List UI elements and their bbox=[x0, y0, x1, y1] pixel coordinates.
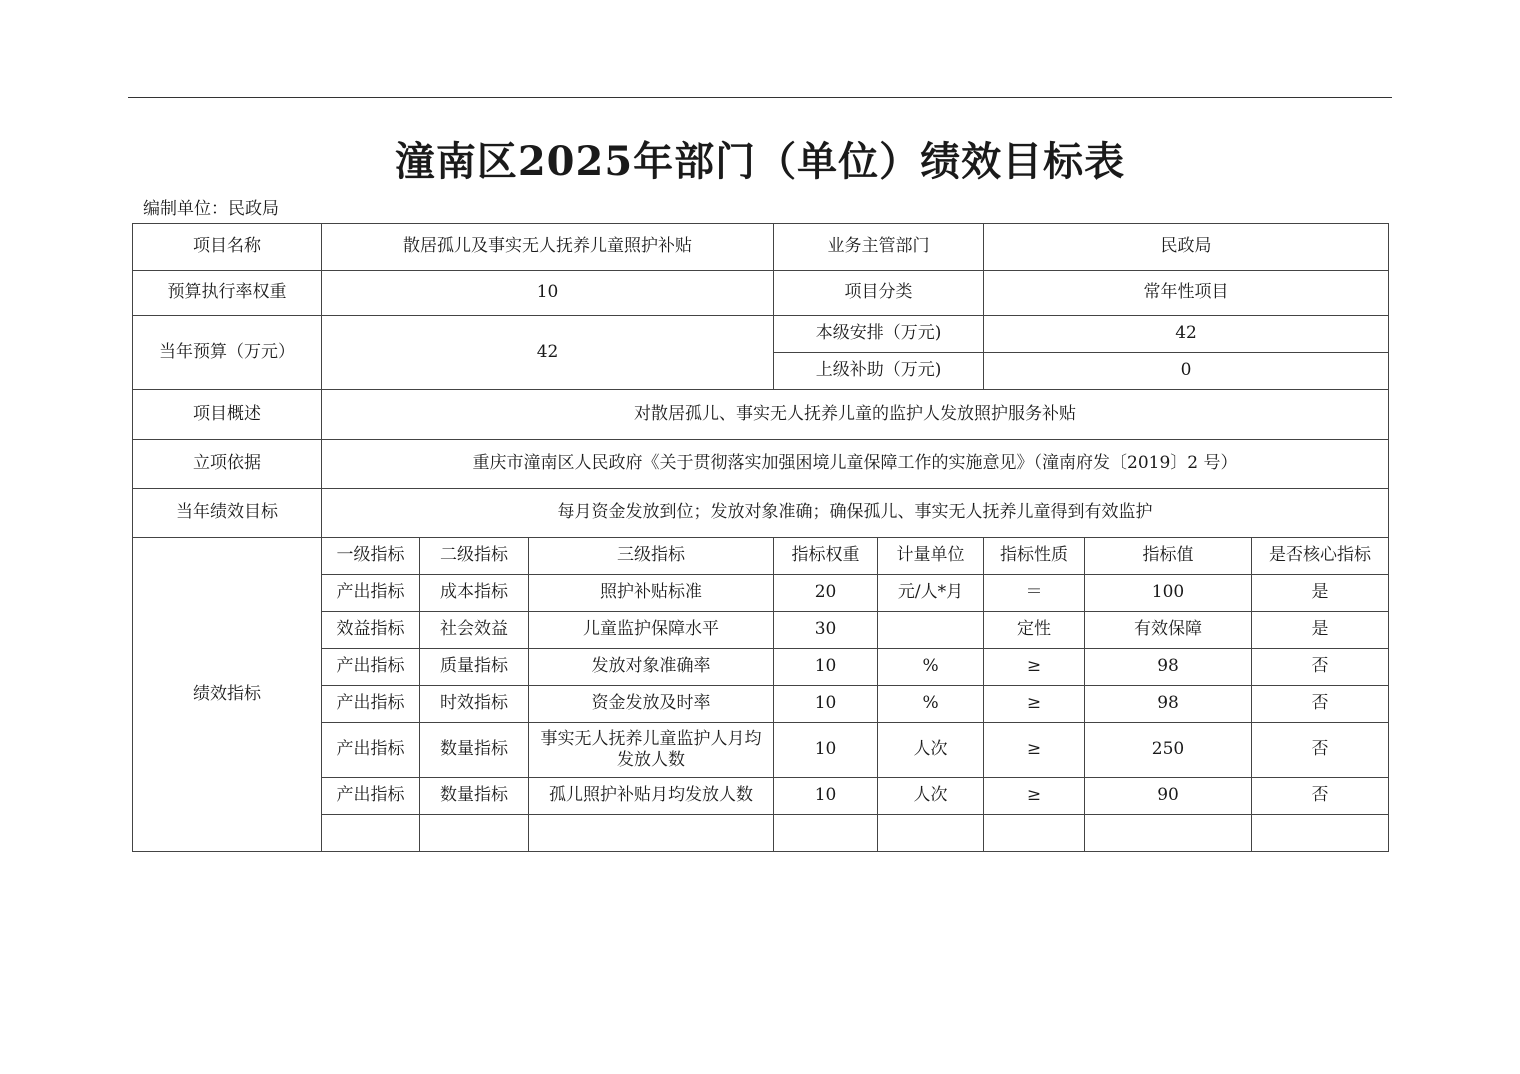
level3-cell: 资金发放及时率 bbox=[529, 686, 774, 723]
weight-cell: 10 bbox=[774, 686, 878, 723]
core-cell: 否 bbox=[1252, 778, 1389, 815]
core-cell: 否 bbox=[1252, 723, 1389, 778]
weight-cell: 10 bbox=[774, 723, 878, 778]
row-weight bbox=[133, 271, 1389, 316]
level1-cell: 产出指标 bbox=[322, 575, 420, 612]
row-basis bbox=[133, 440, 1389, 489]
level3-cell: 发放对象准确率 bbox=[529, 649, 774, 686]
budget-value: 42 bbox=[322, 316, 774, 390]
row-project-name bbox=[133, 224, 1389, 271]
basis-label: 立项依据 bbox=[133, 440, 322, 489]
unit-cell: 人次 bbox=[878, 723, 984, 778]
basis-value: 重庆市潼南区人民政府《关于贯彻落实加强困境儿童保障工作的实施意见》（潼南府发〔2019〕2 号） bbox=[322, 440, 1389, 489]
level3-cell: 孤儿照护补贴月均发放人数 bbox=[529, 778, 774, 815]
level3-cell: 儿童监护保障水平 bbox=[529, 612, 774, 649]
table-row bbox=[133, 575, 1389, 612]
unit-cell: 元/人*月 bbox=[878, 575, 984, 612]
weight-cell: 20 bbox=[774, 575, 878, 612]
value-cell: 100 bbox=[1085, 575, 1252, 612]
unit-cell: 人次 bbox=[878, 778, 984, 815]
weight-label: 预算执行率权重 bbox=[133, 271, 322, 316]
weight-cell: 10 bbox=[774, 778, 878, 815]
level1-cell: 产出指标 bbox=[322, 778, 420, 815]
header-unit: 计量单位 bbox=[878, 538, 984, 575]
category-value: 常年性项目 bbox=[984, 271, 1389, 316]
header-nature: 指标性质 bbox=[984, 538, 1085, 575]
value-cell: 250 bbox=[1085, 723, 1252, 778]
top-rule bbox=[128, 97, 1392, 98]
level3-cell: 照护补贴标准 bbox=[529, 575, 774, 612]
unit-cell: % bbox=[878, 649, 984, 686]
level2-cell: 数量指标 bbox=[420, 723, 529, 778]
level3-cell bbox=[529, 815, 774, 852]
core-cell: 否 bbox=[1252, 649, 1389, 686]
header-level1: 一级指标 bbox=[322, 538, 420, 575]
core-cell bbox=[1252, 815, 1389, 852]
header-core: 是否核心指标 bbox=[1252, 538, 1389, 575]
level1-cell bbox=[322, 815, 420, 852]
level2-cell: 数量指标 bbox=[420, 778, 529, 815]
level2-cell bbox=[420, 815, 529, 852]
level1-cell: 效益指标 bbox=[322, 612, 420, 649]
row-overview bbox=[133, 390, 1389, 440]
unit-cell bbox=[878, 612, 984, 649]
header-level3: 三级指标 bbox=[529, 538, 774, 575]
level1-cell: 产出指标 bbox=[322, 686, 420, 723]
header-weight: 指标权重 bbox=[774, 538, 878, 575]
dept-label: 业务主管部门 bbox=[774, 224, 984, 271]
table-row bbox=[133, 723, 1389, 778]
dept-value: 民政局 bbox=[984, 224, 1389, 271]
core-cell: 否 bbox=[1252, 686, 1389, 723]
level2-cell: 社会效益 bbox=[420, 612, 529, 649]
level1-cell: 产出指标 bbox=[322, 649, 420, 686]
table-row bbox=[133, 612, 1389, 649]
row-budget-local bbox=[133, 316, 1389, 353]
weight-cell: 30 bbox=[774, 612, 878, 649]
weight-cell bbox=[774, 815, 878, 852]
header-level2: 二级指标 bbox=[420, 538, 529, 575]
core-cell: 是 bbox=[1252, 575, 1389, 612]
compiling-unit: 编制单位：民政局 bbox=[143, 199, 279, 219]
row-goal bbox=[133, 489, 1389, 538]
goal-value: 每月资金发放到位；发放对象准确；确保孤儿、事实无人抚养儿童得到有效监护 bbox=[322, 489, 1389, 538]
level2-cell: 时效指标 bbox=[420, 686, 529, 723]
nature-cell: ≥ bbox=[984, 723, 1085, 778]
level1-cell: 产出指标 bbox=[322, 723, 420, 778]
upper-subsidy-label: 上级补助（万元) bbox=[774, 353, 984, 390]
value-cell: 98 bbox=[1085, 649, 1252, 686]
overview-label: 项目概述 bbox=[133, 390, 322, 440]
nature-cell: 定性 bbox=[984, 612, 1085, 649]
project-name-label: 项目名称 bbox=[133, 224, 322, 271]
nature-cell: ≥ bbox=[984, 686, 1085, 723]
header-value: 指标值 bbox=[1085, 538, 1252, 575]
table-row-empty bbox=[133, 815, 1389, 852]
value-cell: 有效保障 bbox=[1085, 612, 1252, 649]
performance-target-table bbox=[132, 223, 1389, 852]
nature-cell: ≥ bbox=[984, 649, 1085, 686]
category-label: 项目分类 bbox=[774, 271, 984, 316]
nature-cell: ≥ bbox=[984, 778, 1085, 815]
unit-cell bbox=[878, 815, 984, 852]
level3-cell: 事实无人抚养儿童监护人月均发放人数 bbox=[529, 723, 774, 778]
indicator-header-row bbox=[133, 538, 1389, 575]
upper-subsidy-value: 0 bbox=[984, 353, 1389, 390]
project-name-value: 散居孤儿及事实无人抚养儿童照护补贴 bbox=[322, 224, 774, 271]
weight-value: 10 bbox=[322, 271, 774, 316]
indicator-section-label: 绩效指标 bbox=[133, 538, 322, 852]
nature-cell: ＝ bbox=[984, 575, 1085, 612]
level2-cell: 成本指标 bbox=[420, 575, 529, 612]
table-row bbox=[133, 686, 1389, 723]
value-cell: 90 bbox=[1085, 778, 1252, 815]
core-cell: 是 bbox=[1252, 612, 1389, 649]
weight-cell: 10 bbox=[774, 649, 878, 686]
local-arrangement-label: 本级安排（万元) bbox=[774, 316, 984, 353]
unit-cell: % bbox=[878, 686, 984, 723]
goal-label: 当年绩效目标 bbox=[133, 489, 322, 538]
level2-cell: 质量指标 bbox=[420, 649, 529, 686]
value-cell bbox=[1085, 815, 1252, 852]
local-arrangement-value: 42 bbox=[984, 316, 1389, 353]
nature-cell bbox=[984, 815, 1085, 852]
table-row bbox=[133, 649, 1389, 686]
budget-label: 当年预算（万元） bbox=[133, 316, 322, 390]
overview-value: 对散居孤儿、事实无人抚养儿童的监护人发放照护服务补贴 bbox=[322, 390, 1389, 440]
table-row bbox=[133, 778, 1389, 815]
value-cell: 98 bbox=[1085, 686, 1252, 723]
page-title: 潼南区2025年部门（单位）绩效目标表 bbox=[394, 138, 1126, 185]
